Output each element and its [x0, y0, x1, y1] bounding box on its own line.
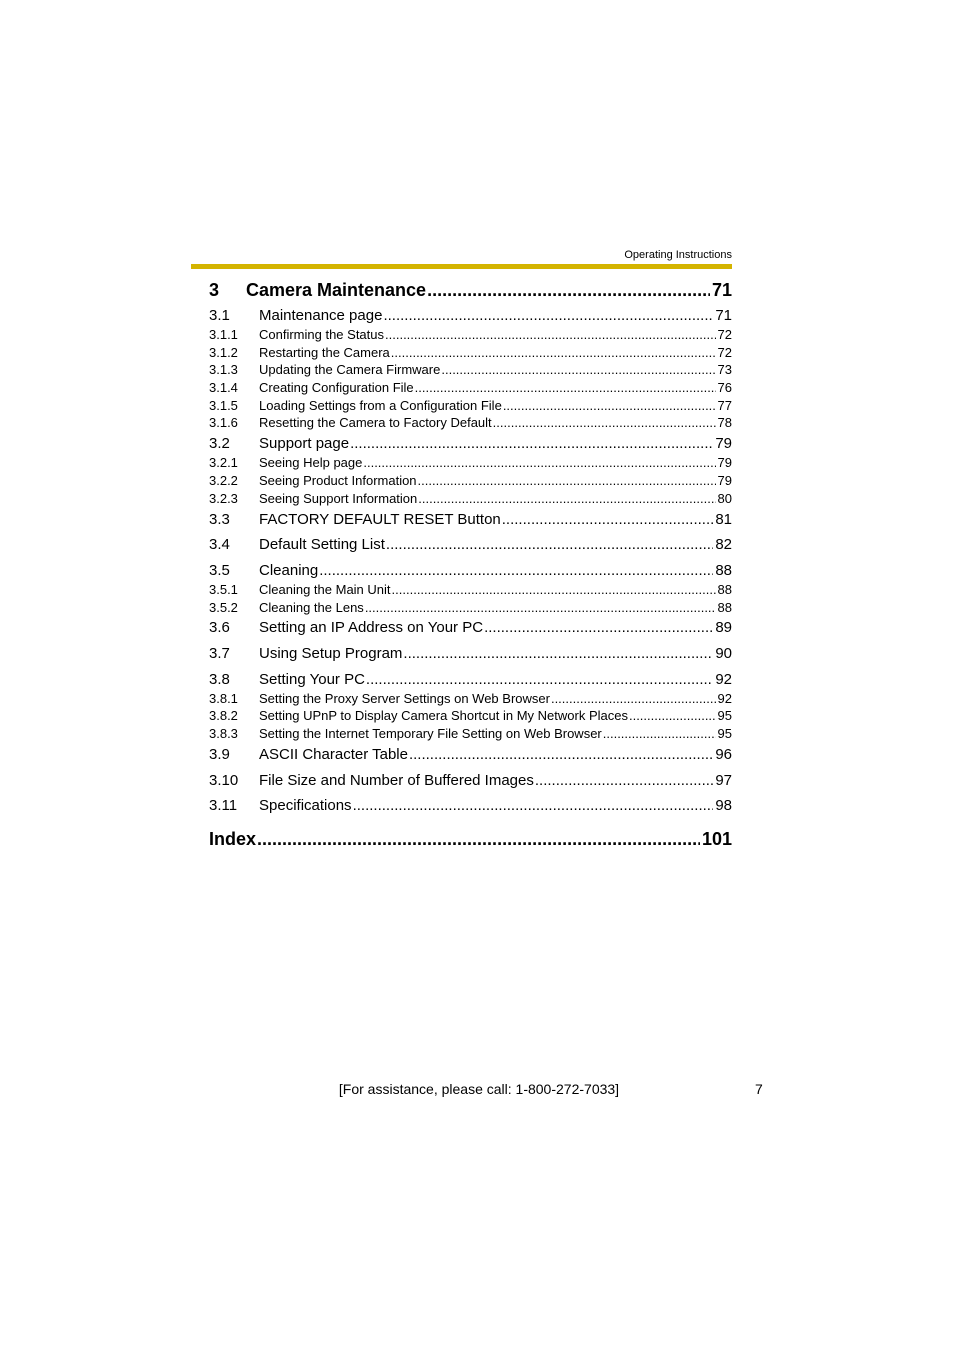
toc-dot-leader [353, 798, 714, 813]
toc-entry-section-3-6[interactable] [209, 620, 732, 635]
toc-entry-number: 3.2.3 [209, 491, 238, 506]
toc-dot-leader [551, 692, 716, 705]
toc-entry-page: 90 [715, 645, 732, 662]
toc-entry-page: 79 [715, 435, 732, 452]
toc-entry-title: Seeing Support Information [259, 491, 418, 506]
toc-dot-leader [383, 308, 713, 323]
toc-entry-title: Default Setting List [259, 536, 385, 553]
toc-dot-leader [257, 830, 700, 848]
toc-entry-page: 88 [717, 582, 732, 597]
toc-entry-number: 3.1 [209, 307, 230, 324]
toc-entry-sub-3-8-2[interactable] [209, 709, 732, 722]
page-number: 7 [755, 1081, 763, 1097]
toc-entry-title: Support page [259, 435, 350, 452]
toc-entry-page: 95 [717, 726, 732, 741]
toc-entry-section-3-9[interactable] [209, 747, 732, 762]
toc-entry-page: 71 [711, 280, 732, 300]
toc-entry-page: 89 [715, 619, 732, 636]
toc-entry-title: Setting the Internet Temporary File Setting on Web Browser [259, 726, 602, 741]
toc-entry-page: 72 [717, 345, 732, 360]
toc-entry-page: 80 [717, 491, 732, 506]
toc-entry-title: Cleaning [259, 562, 319, 579]
toc-entry-page: 79 [717, 473, 732, 488]
header-label: Operating Instructions [624, 249, 732, 261]
toc-entry-sub-3-5-1[interactable] [209, 583, 732, 596]
toc-entry-sub-3-1-2[interactable] [209, 346, 732, 359]
toc-entry-title: Seeing Help page [259, 455, 363, 470]
toc-entry-page: 95 [717, 708, 732, 723]
toc-entry-page: 92 [717, 691, 732, 706]
toc-entry-page: 72 [717, 327, 732, 342]
toc-entry-page: 81 [715, 511, 732, 528]
toc-entry-page: 82 [715, 536, 732, 553]
toc-dot-leader [403, 646, 713, 661]
toc-dot-leader [535, 773, 713, 788]
toc-entry-sub-3-1-3[interactable] [209, 363, 732, 376]
header-rule [191, 264, 732, 269]
toc-entry-number: 3.8 [209, 671, 230, 688]
toc-dot-leader [385, 328, 716, 341]
toc-entry-sub-3-2-2[interactable] [209, 474, 732, 487]
toc-dot-leader [350, 436, 713, 451]
toc-dot-leader [392, 583, 716, 596]
toc-entry-page: 96 [715, 746, 732, 763]
toc-entry-section-3-11[interactable] [209, 798, 732, 813]
toc-entry-title: Confirming the Status [259, 327, 385, 342]
toc-entry-number: 3.7 [209, 645, 230, 662]
toc-entry-section-3-3[interactable] [209, 512, 732, 527]
toc-entry-sub-3-8-3[interactable] [209, 727, 732, 740]
toc-entry-number: 3.10 [209, 772, 239, 789]
toc-dot-leader [441, 363, 715, 376]
assistance-phone-text: [For assistance, please call: 1-800-272-7033] [338, 1081, 620, 1097]
toc-entry-section-3-10[interactable] [209, 773, 732, 788]
toc-entry-title: Camera Maintenance [246, 280, 427, 300]
toc-entry-index[interactable] [209, 830, 732, 848]
toc-entry-sub-3-1-6[interactable] [209, 416, 732, 429]
toc-dot-leader [391, 346, 716, 359]
toc-entry-number: 3.3 [209, 511, 230, 528]
toc-entry-page: 98 [715, 797, 732, 814]
toc-entry-number: 3.8.1 [209, 691, 238, 706]
toc-dot-leader [409, 747, 713, 762]
toc-entry-sub-3-2-1[interactable] [209, 456, 732, 469]
toc-entry-page: 88 [717, 600, 732, 615]
toc-entry-page: 76 [717, 380, 732, 395]
toc-entry-number: 3.5.1 [209, 582, 238, 597]
toc-entry-page: 101 [701, 829, 732, 849]
toc-entry-number: 3.1.3 [209, 362, 238, 377]
toc-entry-title: Seeing Product Information [259, 473, 417, 488]
toc-entry-chapter-3[interactable] [209, 281, 732, 299]
toc-entry-title: Setting the Proxy Server Settings on Web Browser [259, 691, 550, 706]
toc-entry-title: Maintenance page [259, 307, 383, 324]
toc-entry-number: 3.5.2 [209, 600, 238, 615]
toc-entry-title: Specifications [259, 797, 352, 814]
toc-entry-page: 92 [715, 671, 732, 688]
toc-entry-title: Setting UPnP to Display Camera Shortcut in My Network Places [259, 708, 628, 723]
toc-entry-number: 3.11 [209, 797, 238, 814]
toc-entry-page: 73 [717, 362, 732, 377]
toc-dot-leader [493, 416, 716, 429]
toc-entry-number: 3.2.2 [209, 473, 238, 488]
toc-entry-title: ASCII Character Table [259, 746, 408, 763]
toc-dot-leader [484, 620, 713, 635]
footer-assistance-text [0, 1081, 954, 1097]
toc-entry-title: Cleaning the Lens [259, 600, 364, 615]
toc-dot-leader [319, 563, 713, 578]
toc-entry-section-3-1[interactable] [209, 308, 732, 323]
toc-entry-number: 3.1.4 [209, 380, 238, 395]
toc-entry-number: 3.6 [209, 619, 230, 636]
toc-entry-section-3-4[interactable] [209, 537, 732, 552]
toc-entry-section-3-5[interactable] [209, 563, 732, 578]
toc-entry-number: 3.2 [209, 435, 230, 452]
toc-entry-number: 3.5 [209, 562, 230, 579]
toc-entry-page: 88 [715, 562, 732, 579]
toc-entry-section-3-8[interactable] [209, 672, 732, 687]
toc-entry-title: Cleaning the Main Unit [259, 582, 391, 597]
toc-entry-title: Creating Configuration File [259, 380, 414, 395]
toc-dot-leader [418, 492, 715, 505]
toc-dot-leader [386, 537, 713, 552]
toc-dot-leader [363, 456, 715, 469]
toc-entry-page: 77 [717, 398, 732, 413]
toc-entry-title: Resetting the Camera to Factory Default [259, 415, 492, 430]
toc-entry-number: 3.1.1 [209, 327, 238, 342]
toc-entry-page: 78 [717, 415, 732, 430]
toc-entry-section-3-2[interactable] [209, 436, 732, 451]
toc-entry-sub-3-1-5[interactable] [209, 399, 732, 412]
toc-entry-page: 79 [717, 455, 732, 470]
toc-entry-section-3-7[interactable] [209, 646, 732, 661]
toc-entry-number: 3.9 [209, 746, 230, 763]
toc-entry-number: 3 [209, 280, 220, 300]
toc-entry-number: 3.1.5 [209, 398, 238, 413]
toc-entry-number: 3.8.2 [209, 708, 238, 723]
toc-entry-title: File Size and Number of Buffered Images [259, 772, 534, 789]
toc-dot-leader [418, 474, 716, 487]
toc-dot-leader [603, 727, 716, 740]
toc-dot-leader [629, 709, 716, 722]
toc-entry-sub-3-1-1[interactable] [209, 328, 732, 341]
toc-entry-sub-3-5-2[interactable] [209, 601, 732, 614]
toc-dot-leader [366, 672, 713, 687]
toc-entry-sub-3-2-3[interactable] [209, 492, 732, 505]
toc-entry-title: Loading Settings from a Configuration File [259, 398, 502, 413]
toc-entry-page: 71 [715, 307, 732, 324]
toc-entry-title: Using Setup Program [259, 645, 403, 662]
toc-dot-leader [427, 281, 710, 299]
toc-dot-leader [365, 601, 716, 614]
toc-entry-sub-3-8-1[interactable] [209, 692, 732, 705]
toc-dot-leader [415, 381, 716, 394]
toc-entry-page: 97 [715, 772, 732, 789]
toc-entry-number: 3.8.3 [209, 726, 238, 741]
toc-entry-number: 3.4 [209, 536, 230, 553]
toc-entry-number: 3.1.6 [209, 415, 238, 430]
toc-entry-title: Index [209, 829, 257, 849]
toc-entry-title: Setting an IP Address on Your PC [259, 619, 484, 636]
toc-dot-leader [503, 399, 716, 412]
toc-entry-sub-3-1-4[interactable] [209, 381, 732, 394]
toc-entry-title: Restarting the Camera [259, 345, 390, 360]
toc-entry-title: Updating the Camera Firmware [259, 362, 441, 377]
toc-entry-title: FACTORY DEFAULT RESET Button [259, 511, 501, 528]
toc-dot-leader [502, 512, 714, 527]
toc-entry-number: 3.1.2 [209, 345, 238, 360]
toc-entry-title: Setting Your PC [259, 671, 365, 688]
toc-entry-number: 3.2.1 [209, 455, 238, 470]
